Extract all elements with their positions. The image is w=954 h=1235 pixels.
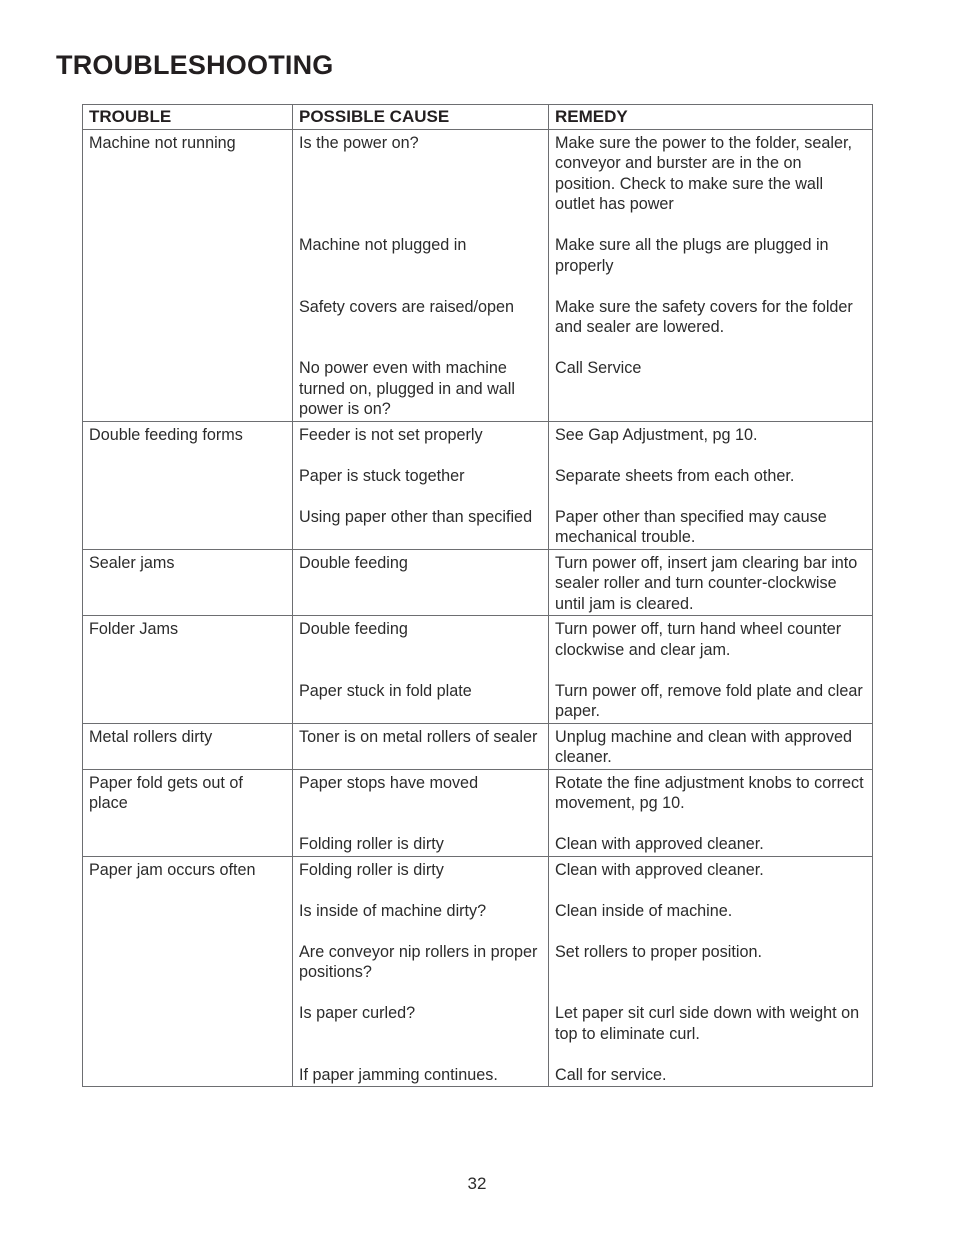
trouble-text: Metal rollers dirty xyxy=(89,727,213,746)
cause-text: Paper is stuck together xyxy=(299,466,465,485)
page-number: 32 xyxy=(467,1174,487,1193)
remedy-text: Paper other than specified may cause mechanical trouble. xyxy=(555,507,827,546)
trouble-text: Paper fold gets out of place xyxy=(89,773,243,812)
cause-text: Double feeding xyxy=(299,620,408,638)
cause-cell xyxy=(293,856,549,1087)
cause-text: Paper stops have moved xyxy=(299,773,479,792)
remedy-text: Turn power off, insert jam clearing bar into sealer roller and turn counter-clockwise until jam is cleared. xyxy=(555,553,858,613)
cause-cell xyxy=(293,723,549,769)
remedy-text: Turn power off, remove fold plate and clear paper. xyxy=(555,681,863,720)
table-row xyxy=(83,723,873,769)
remedy-text: Unplug machine and clean with approved cleaner. xyxy=(555,727,852,766)
table-row xyxy=(83,549,873,616)
remedy-text: Turn power off, turn hand wheel counter clockwise and clear jam. xyxy=(555,620,842,659)
cause-text: Safety covers are raised/open xyxy=(299,297,515,316)
remedy-cell xyxy=(549,129,873,421)
column-header-remedy: REMEDY xyxy=(549,105,873,130)
cause-text: Machine not plugged in xyxy=(299,236,467,254)
remedy-text: Call for service. xyxy=(555,1065,667,1084)
trouble-cell xyxy=(83,856,293,1087)
remedy-cell xyxy=(549,421,873,549)
remedy-text: Clean with approved cleaner. xyxy=(555,835,764,853)
remedy-cell xyxy=(549,856,873,1087)
trouble-text: Folder Jams xyxy=(89,620,179,638)
remedy-text: See Gap Adjustment, pg 10. xyxy=(555,425,758,444)
remedy-text: Make sure the safety covers for the folder and sealer are lowered. xyxy=(555,297,853,336)
page-title: TROUBLESHOOTING xyxy=(56,50,334,80)
cause-text: Toner is on metal rollers of sealer xyxy=(299,727,538,746)
column-header-trouble: TROUBLE xyxy=(83,105,293,130)
cause-text: Is the power on? xyxy=(299,133,419,152)
trouble-text: Machine not running xyxy=(89,133,236,152)
column-header-possible-cause: POSSIBLE CAUSE xyxy=(293,105,549,130)
table-row xyxy=(83,856,873,1087)
cause-text: Paper stuck in fold plate xyxy=(299,681,472,700)
remedy-cell xyxy=(549,723,873,769)
cause-text: Double feeding xyxy=(299,553,408,572)
trouble-cell xyxy=(83,769,293,856)
remedy-cell xyxy=(549,769,873,856)
remedy-cell xyxy=(549,616,873,724)
table-row xyxy=(83,616,873,724)
trouble-text: Sealer jams xyxy=(89,553,175,572)
cause-text: Folding roller is dirty xyxy=(299,860,444,879)
remedy-text: Separate sheets from each other. xyxy=(555,466,795,485)
remedy-text: Clean with approved cleaner. xyxy=(555,860,764,879)
remedy-text: Make sure the power to the folder, sealer, conveyor and burster are in the on position. Check to make sure the wall outlet has power xyxy=(555,133,852,213)
table-row xyxy=(83,421,873,549)
remedy-text: Let paper sit curl side down with weight on top to eliminate curl. xyxy=(555,1004,860,1043)
cause-text: Using paper other than specified xyxy=(299,507,533,526)
cause-cell xyxy=(293,769,549,856)
remedy-text: Clean inside of machine. xyxy=(555,901,733,920)
trouble-cell xyxy=(83,616,293,724)
trouble-text: Double feeding forms xyxy=(89,425,243,444)
troubleshooting-table xyxy=(82,104,873,1087)
remedy-text: Make sure all the plugs are plugged in properly xyxy=(555,236,829,275)
cause-cell xyxy=(293,421,549,549)
cause-text: Are conveyor nip rollers in proper positions? xyxy=(299,942,538,981)
remedy-text: Set rollers to proper position. xyxy=(555,942,762,961)
table-row xyxy=(83,129,873,421)
trouble-text: Paper jam occurs often xyxy=(89,860,256,879)
trouble-cell xyxy=(83,723,293,769)
table-header-row xyxy=(83,105,873,130)
table-row xyxy=(83,769,873,856)
cause-text: No power even with machine turned on, plugged in and wall power is on? xyxy=(299,359,515,418)
cause-text: Folding roller is dirty xyxy=(299,835,444,853)
cause-cell xyxy=(293,549,549,616)
trouble-cell xyxy=(83,549,293,616)
remedy-text: Rotate the fine adjustment knobs to correct movement, pg 10. xyxy=(555,773,864,812)
cause-text: Feeder is not set properly xyxy=(299,425,483,444)
cause-cell xyxy=(293,129,549,421)
cause-text: Is paper curled? xyxy=(299,1004,416,1022)
cause-cell xyxy=(293,616,549,724)
trouble-cell xyxy=(83,129,293,421)
remedy-text: Call Service xyxy=(555,359,642,377)
trouble-cell xyxy=(83,421,293,549)
cause-text: If paper jamming continues. xyxy=(299,1065,498,1084)
cause-text: Is inside of machine dirty? xyxy=(299,901,487,920)
remedy-cell xyxy=(549,549,873,616)
